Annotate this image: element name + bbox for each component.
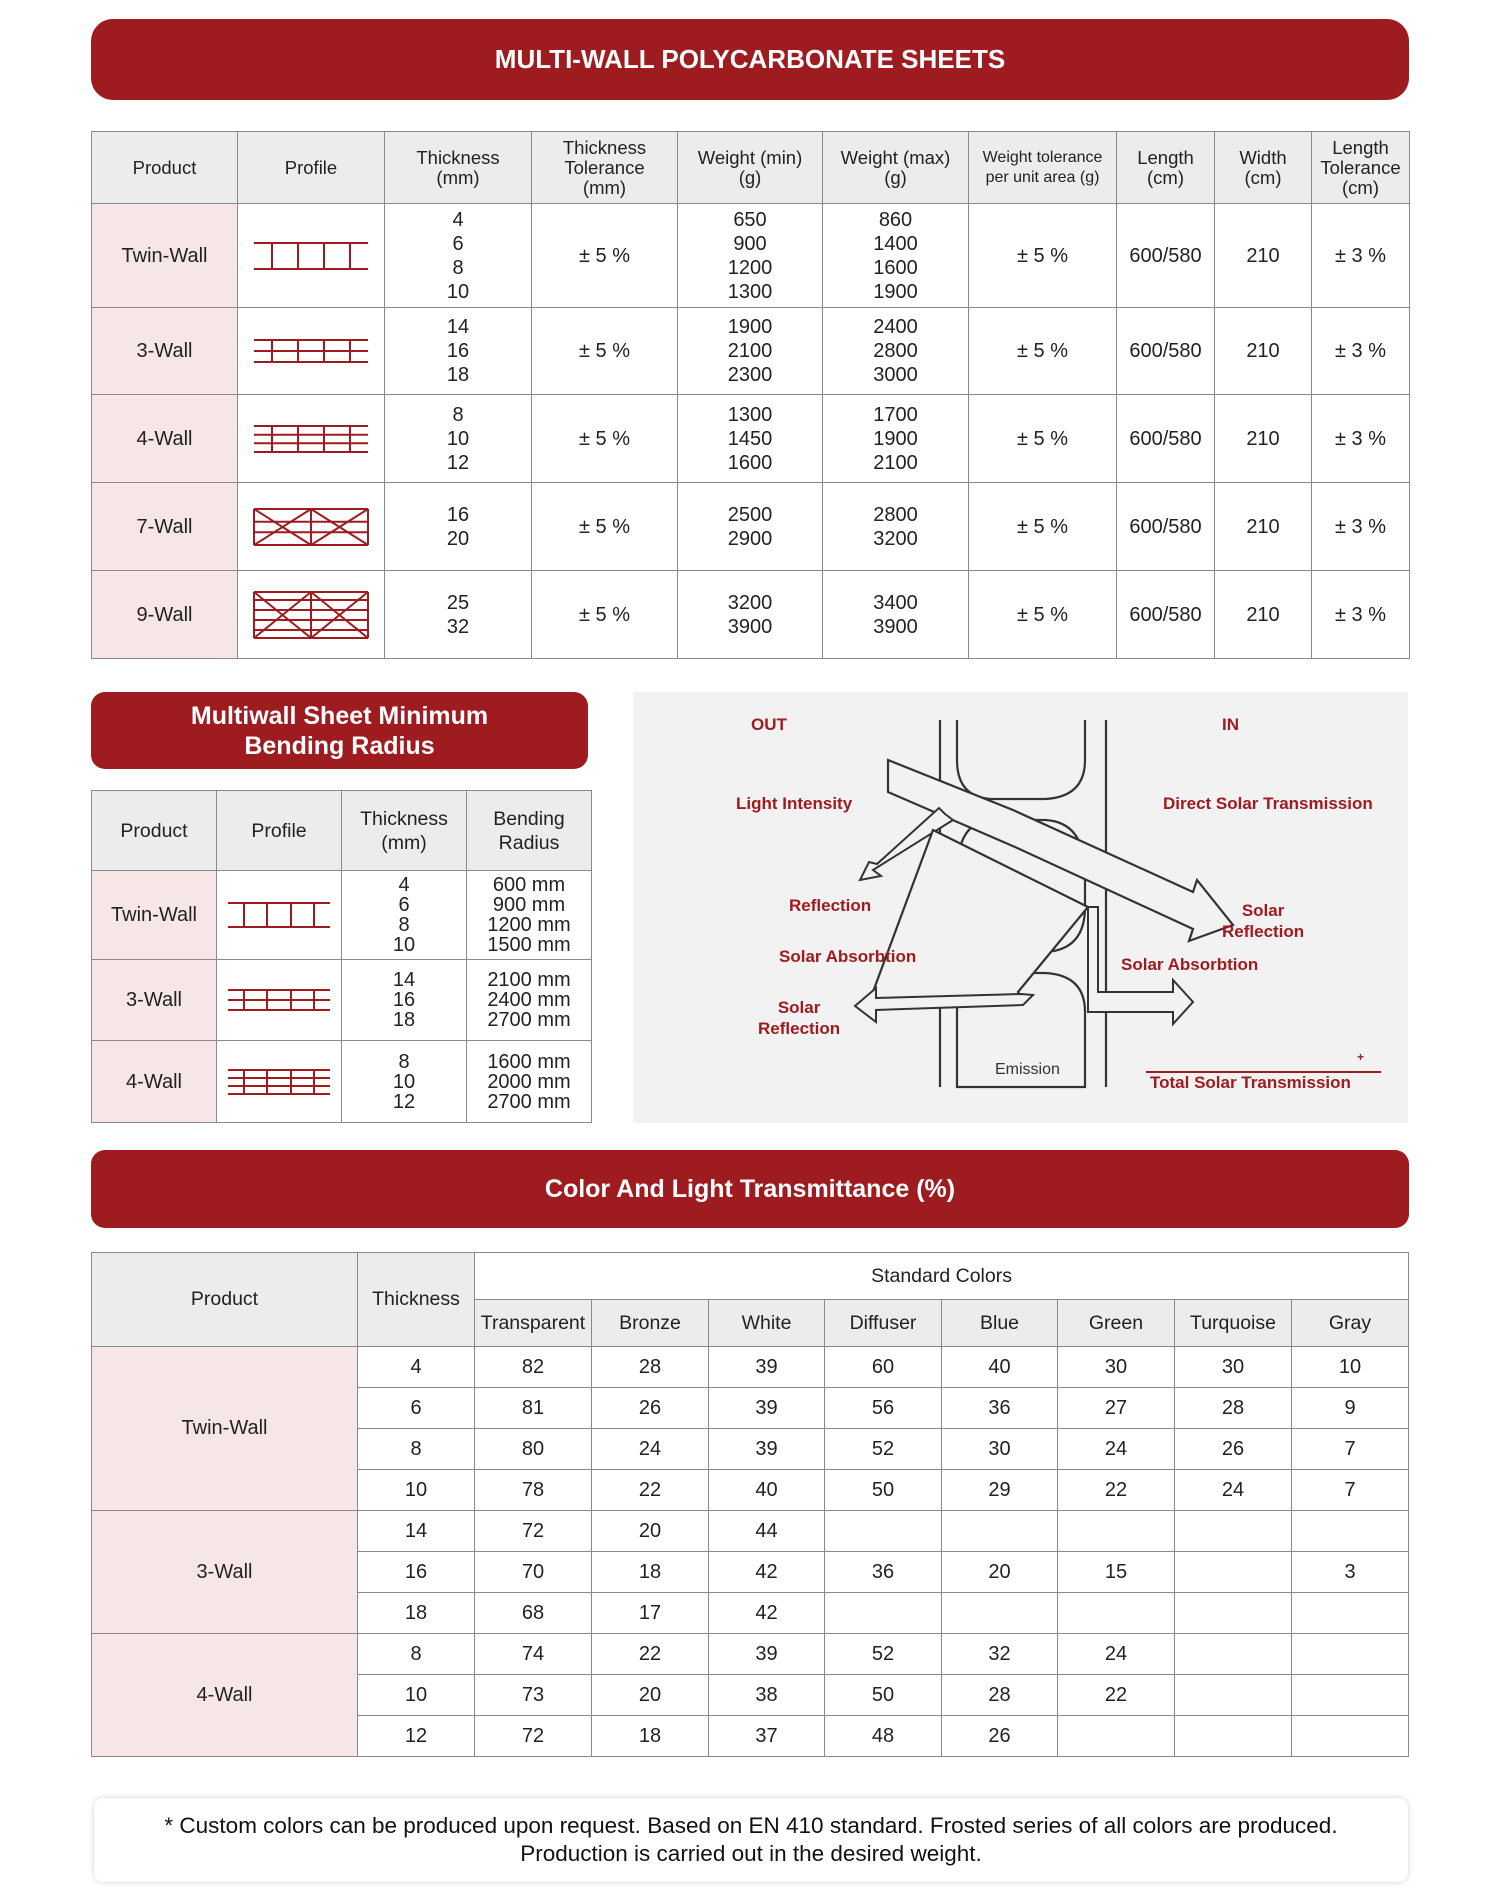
thickness-values: 8 10 12	[342, 1041, 467, 1123]
value-cell	[1058, 1511, 1175, 1552]
three-wall-profile-icon	[238, 308, 385, 395]
weight-min-values: 1300 1450 1600	[678, 395, 823, 483]
value-cell: 7	[1292, 1470, 1409, 1511]
weight-min-values: 650 900 1200 1300	[678, 204, 823, 308]
header-color: Blue	[942, 1300, 1058, 1347]
color-banner-title: Color And Light Transmittance (%)	[544, 1174, 956, 1203]
value-cell: 36	[825, 1552, 942, 1593]
sheets-header-row	[92, 132, 1410, 204]
header-length-tolerance: Length Tolerance (cm)	[1312, 132, 1410, 204]
length-value: 600/580	[1117, 204, 1215, 308]
value-cell: 30	[942, 1429, 1058, 1470]
header-weight-tolerance: Weight tolerance per unit area (g)	[969, 132, 1117, 204]
value-cell: 29	[942, 1470, 1058, 1511]
table-row	[92, 1347, 1409, 1388]
footnote-line-1: * Custom colors can be produced upon request. Based on EN 410 standard. Frosted series of all colors are produced.	[164, 1813, 1338, 1838]
plus-sign: +	[1357, 1050, 1365, 1064]
value-cell: 80	[475, 1429, 592, 1470]
table-row	[92, 483, 1410, 571]
table-row	[92, 308, 1410, 395]
width-value: 210	[1215, 308, 1312, 395]
product-name: 3-Wall	[92, 960, 217, 1041]
total-solar-label: Total Solar Transmission	[1150, 1073, 1351, 1092]
value-cell: 78	[475, 1470, 592, 1511]
length-tolerance: ± 3 %	[1312, 204, 1410, 308]
thickness-cell: 18	[358, 1593, 475, 1634]
light-intensity-label: Light Intensity	[736, 794, 853, 813]
header-color: Gray	[1292, 1300, 1409, 1347]
length-tolerance: ± 3 %	[1312, 395, 1410, 483]
thickness-cell: 16	[358, 1552, 475, 1593]
thickness-cell: 4	[358, 1347, 475, 1388]
product-name: 9-Wall	[92, 571, 238, 659]
value-cell	[1175, 1552, 1292, 1593]
header-thickness: Thickness (mm)	[342, 791, 467, 871]
value-cell: 72	[475, 1511, 592, 1552]
color-banner	[91, 1150, 1409, 1228]
weight-max-values: 2400 2800 3000	[823, 308, 969, 395]
value-cell: 20	[592, 1511, 709, 1552]
value-cell: 37	[709, 1716, 825, 1757]
table-row	[92, 1634, 1409, 1675]
value-cell	[1292, 1634, 1409, 1675]
direct-solar-label: Direct Solar Transmission	[1163, 794, 1373, 813]
value-cell: 15	[1058, 1552, 1175, 1593]
value-cell: 7	[1292, 1429, 1409, 1470]
weight-tolerance: ± 5 %	[969, 308, 1117, 395]
value-cell	[1292, 1593, 1409, 1634]
solar-absorbtion-left-label: Solar Absorbtion	[779, 947, 917, 966]
bending-radius-banner	[91, 692, 588, 769]
header-standard-colors: Standard Colors	[475, 1253, 1409, 1300]
weight-max-values: 860 1400 1600 1900	[823, 204, 969, 308]
header-width: Width (cm)	[1215, 132, 1312, 204]
thickness-cell: 6	[358, 1388, 475, 1429]
solar-transmission-diagram	[633, 692, 1408, 1123]
value-cell: 24	[592, 1429, 709, 1470]
header-thickness: Thickness	[358, 1253, 475, 1347]
value-cell	[942, 1593, 1058, 1634]
table-row	[92, 1511, 1409, 1552]
header-thickness-tolerance: Thickness Tolerance (mm)	[532, 132, 678, 204]
length-tolerance: ± 3 %	[1312, 308, 1410, 395]
header-product: Product	[92, 132, 238, 204]
product-name: 4-Wall	[92, 395, 238, 483]
value-cell: 74	[475, 1634, 592, 1675]
four-wall-profile-icon	[217, 1041, 342, 1123]
weight-max-values: 1700 1900 2100	[823, 395, 969, 483]
thickness-cell: 10	[358, 1470, 475, 1511]
width-value: 210	[1215, 395, 1312, 483]
bending-radius-title: Multiwall Sheet Minimum Bending Radius	[190, 701, 489, 760]
weight-max-values: 3400 3900	[823, 571, 969, 659]
product-name: Twin-Wall	[92, 1347, 358, 1511]
footnote	[94, 1798, 1408, 1882]
header-color: Diffuser	[825, 1300, 942, 1347]
twin-wall-profile-icon	[217, 871, 342, 960]
color-header-row	[92, 1253, 1409, 1300]
thickness-cell: 8	[358, 1429, 475, 1470]
length-value: 600/580	[1117, 483, 1215, 571]
value-cell: 72	[475, 1716, 592, 1757]
bending-header-row	[92, 791, 592, 871]
value-cell: 22	[1058, 1675, 1175, 1716]
value-cell: 30	[1058, 1347, 1175, 1388]
thickness-values: 25 32	[385, 571, 532, 659]
value-cell: 50	[825, 1675, 942, 1716]
product-name: 3-Wall	[92, 1511, 358, 1634]
value-cell: 81	[475, 1388, 592, 1429]
weight-tolerance: ± 5 %	[969, 571, 1117, 659]
value-cell: 18	[592, 1716, 709, 1757]
value-cell: 82	[475, 1347, 592, 1388]
header-color: Transparent	[475, 1300, 592, 1347]
value-cell: 3	[1292, 1552, 1409, 1593]
table-row	[92, 1041, 592, 1123]
four-wall-profile-icon	[238, 395, 385, 483]
sheets-table	[91, 131, 1410, 659]
value-cell: 73	[475, 1675, 592, 1716]
header-color: White	[709, 1300, 825, 1347]
header-color: Turquoise	[1175, 1300, 1292, 1347]
table-row	[92, 871, 592, 960]
weight-tolerance: ± 5 %	[969, 204, 1117, 308]
solar-reflection-left-label: Solar Reflection	[758, 998, 841, 1038]
value-cell: 70	[475, 1552, 592, 1593]
value-cell: 24	[1058, 1429, 1175, 1470]
product-name: 7-Wall	[92, 483, 238, 571]
header-profile: Profile	[217, 791, 342, 871]
value-cell: 26	[942, 1716, 1058, 1757]
product-name: Twin-Wall	[92, 871, 217, 960]
value-cell: 39	[709, 1634, 825, 1675]
value-cell	[1175, 1634, 1292, 1675]
value-cell	[1292, 1511, 1409, 1552]
thickness-cell: 14	[358, 1511, 475, 1552]
value-cell: 40	[942, 1347, 1058, 1388]
table-row	[92, 571, 1410, 659]
value-cell: 68	[475, 1593, 592, 1634]
value-cell: 52	[825, 1429, 942, 1470]
thickness-values: 16 20	[385, 483, 532, 571]
table-row	[92, 204, 1410, 308]
product-name: 4-Wall	[92, 1634, 358, 1757]
weight-min-values: 3200 3900	[678, 571, 823, 659]
length-value: 600/580	[1117, 571, 1215, 659]
value-cell: 44	[709, 1511, 825, 1552]
value-cell: 30	[1175, 1347, 1292, 1388]
header-weight-min: Weight (min) (g)	[678, 132, 823, 204]
header-bending-radius: Bending Radius	[467, 791, 592, 871]
value-cell: 52	[825, 1634, 942, 1675]
value-cell: 48	[825, 1716, 942, 1757]
thickness-values: 4 6 8 10	[342, 871, 467, 960]
radius-values: 2100 mm 2400 mm 2700 mm	[467, 960, 592, 1041]
length-tolerance: ± 3 %	[1312, 571, 1410, 659]
value-cell: 28	[592, 1347, 709, 1388]
value-cell	[825, 1593, 942, 1634]
value-cell	[1058, 1716, 1175, 1757]
value-cell: 18	[592, 1552, 709, 1593]
header-product: Product	[92, 1253, 358, 1347]
value-cell	[942, 1511, 1058, 1552]
twin-wall-profile-icon	[238, 204, 385, 308]
title-text: MULTI-WALL POLYCARBONATE SHEETS	[494, 44, 1006, 74]
thickness-cell: 10	[358, 1675, 475, 1716]
thickness-values: 8 10 12	[385, 395, 532, 483]
weight-tolerance: ± 5 %	[969, 395, 1117, 483]
thickness-tolerance: ± 5 %	[532, 571, 678, 659]
value-cell	[1175, 1511, 1292, 1552]
solar-reflection-right-label: Solar Reflection	[1222, 901, 1305, 941]
value-cell: 17	[592, 1593, 709, 1634]
three-wall-profile-icon	[217, 960, 342, 1041]
value-cell	[1175, 1716, 1292, 1757]
in-label: IN	[1222, 715, 1239, 734]
reflection-label: Reflection	[789, 896, 872, 915]
out-label: OUT	[751, 715, 787, 734]
thickness-values: 14 16 18	[385, 308, 532, 395]
value-cell: 39	[709, 1347, 825, 1388]
value-cell	[825, 1511, 942, 1552]
value-cell: 50	[825, 1470, 942, 1511]
header-profile: Profile	[238, 132, 385, 204]
footnote-line-2: Production is carried out in the desired weight.	[520, 1841, 982, 1866]
product-name: 3-Wall	[92, 308, 238, 395]
value-cell: 27	[1058, 1388, 1175, 1429]
value-cell: 60	[825, 1347, 942, 1388]
value-cell	[1292, 1675, 1409, 1716]
weight-tolerance: ± 5 %	[969, 483, 1117, 571]
thickness-tolerance: ± 5 %	[532, 483, 678, 571]
thickness-tolerance: ± 5 %	[532, 308, 678, 395]
weight-max-values: 2800 3200	[823, 483, 969, 571]
length-value: 600/580	[1117, 308, 1215, 395]
weight-min-values: 1900 2100 2300	[678, 308, 823, 395]
seven-wall-profile-icon	[238, 483, 385, 571]
value-cell: 9	[1292, 1388, 1409, 1429]
width-value: 210	[1215, 204, 1312, 308]
value-cell: 22	[592, 1634, 709, 1675]
value-cell: 40	[709, 1470, 825, 1511]
value-cell: 22	[592, 1470, 709, 1511]
value-cell: 56	[825, 1388, 942, 1429]
weight-min-values: 2500 2900	[678, 483, 823, 571]
value-cell: 38	[709, 1675, 825, 1716]
length-tolerance: ± 3 %	[1312, 483, 1410, 571]
value-cell: 32	[942, 1634, 1058, 1675]
header-color: Green	[1058, 1300, 1175, 1347]
color-transmittance-table	[91, 1252, 1409, 1757]
value-cell: 10	[1292, 1347, 1409, 1388]
thickness-values: 14 16 18	[342, 960, 467, 1041]
value-cell: 42	[709, 1552, 825, 1593]
value-cell	[1175, 1593, 1292, 1634]
solar-absorbtion-right-label: Solar Absorbtion	[1121, 955, 1259, 974]
header-color: Bronze	[592, 1300, 709, 1347]
header-thickness: Thickness (mm)	[385, 132, 532, 204]
product-name: 4-Wall	[92, 1041, 217, 1123]
value-cell: 36	[942, 1388, 1058, 1429]
value-cell	[1175, 1675, 1292, 1716]
bending-radius-table	[91, 790, 592, 1123]
value-cell: 28	[942, 1675, 1058, 1716]
product-name: Twin-Wall	[92, 204, 238, 308]
thickness-cell: 8	[358, 1634, 475, 1675]
table-row	[92, 960, 592, 1041]
thickness-tolerance: ± 5 %	[532, 395, 678, 483]
header-length: Length (cm)	[1117, 132, 1215, 204]
thickness-values: 4 6 8 10	[385, 204, 532, 308]
value-cell: 42	[709, 1593, 825, 1634]
radius-values: 600 mm 900 mm 1200 mm 1500 mm	[467, 871, 592, 960]
table-row	[92, 395, 1410, 483]
radius-values: 1600 mm 2000 mm 2700 mm	[467, 1041, 592, 1123]
value-cell	[1058, 1593, 1175, 1634]
thickness-cell: 12	[358, 1716, 475, 1757]
header-product: Product	[92, 791, 217, 871]
value-cell: 26	[592, 1388, 709, 1429]
value-cell: 26	[1175, 1429, 1292, 1470]
nine-wall-profile-icon	[238, 571, 385, 659]
value-cell	[1292, 1716, 1409, 1757]
value-cell: 20	[592, 1675, 709, 1716]
title-banner	[91, 19, 1409, 100]
value-cell: 24	[1058, 1634, 1175, 1675]
value-cell: 24	[1175, 1470, 1292, 1511]
header-weight-max: Weight (max) (g)	[823, 132, 969, 204]
width-value: 210	[1215, 483, 1312, 571]
width-value: 210	[1215, 571, 1312, 659]
value-cell: 22	[1058, 1470, 1175, 1511]
value-cell: 39	[709, 1429, 825, 1470]
thickness-tolerance: ± 5 %	[532, 204, 678, 308]
value-cell: 39	[709, 1388, 825, 1429]
value-cell: 28	[1175, 1388, 1292, 1429]
emission-label: Emission	[995, 1061, 1060, 1078]
value-cell: 20	[942, 1552, 1058, 1593]
length-value: 600/580	[1117, 395, 1215, 483]
